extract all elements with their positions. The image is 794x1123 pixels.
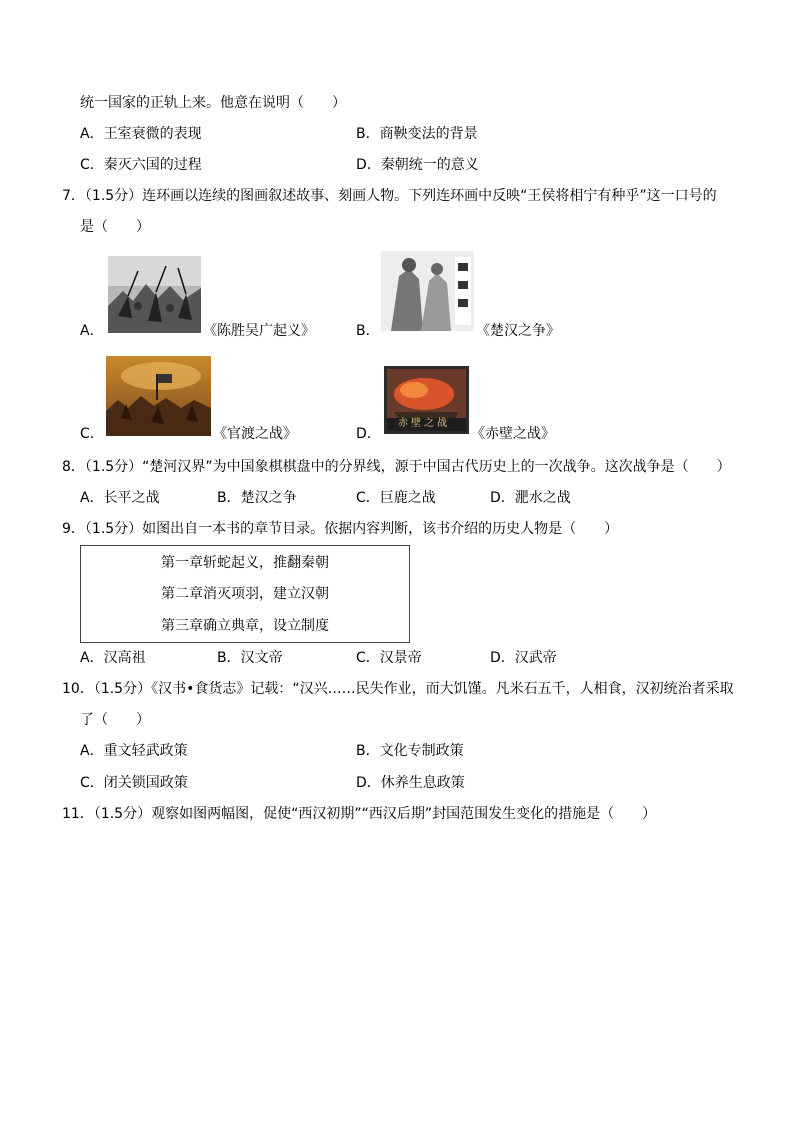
q9-option-a[interactable]: A．汉高祖 bbox=[80, 650, 146, 666]
question-7-text: 7．（1.5分）连环画以连续的图画叙述故事、刻画人物。下列连环画中反映“王侯将相宁有种乎”这一口号的 bbox=[62, 188, 717, 204]
q7-option-a-image[interactable] bbox=[108, 256, 201, 333]
q10-option-a[interactable]: A．重文轻武政策 bbox=[80, 743, 188, 759]
q7-option-d-caption: 《赤壁之战》 bbox=[471, 426, 555, 442]
q6-option-c[interactable]: C．秦灭六国的过程 bbox=[80, 157, 202, 173]
q10-option-c[interactable]: C．闭关锁国政策 bbox=[80, 775, 188, 791]
q8-option-d[interactable]: D．淝水之战 bbox=[490, 490, 571, 506]
q7-option-c-caption: 《官渡之战》 bbox=[213, 426, 297, 442]
q7-option-c-letter[interactable]: C． bbox=[80, 426, 104, 442]
q7-option-b-image[interactable] bbox=[381, 251, 474, 331]
q7-option-c-image[interactable] bbox=[106, 356, 211, 436]
q9-option-c[interactable]: C．汉景帝 bbox=[356, 650, 422, 666]
q10-option-d[interactable]: D．休养生息政策 bbox=[356, 775, 465, 791]
q7-option-d-image[interactable] bbox=[384, 366, 469, 434]
question-7-text-cont: 是（ ） bbox=[80, 219, 150, 235]
question-9-text: 9．（1.5分）如图出自一本书的章节目录。依据内容判断，该书介绍的历史人物是（ ） bbox=[62, 521, 619, 537]
q7-option-b-caption: 《楚汉之争》 bbox=[476, 323, 560, 339]
q6-option-a[interactable]: A．王室衰微的表现 bbox=[80, 126, 202, 142]
q7-option-d-letter[interactable]: D． bbox=[356, 426, 381, 442]
q9-option-d[interactable]: D．汉武帝 bbox=[490, 650, 557, 666]
q7-option-a-caption: 《陈胜吴广起义》 bbox=[203, 323, 315, 339]
q8-option-c[interactable]: C．巨鹿之战 bbox=[356, 490, 436, 506]
chapter-item: 第一章斩蛇起义，推翻秦朝 bbox=[161, 555, 329, 571]
q6-option-b[interactable]: B．商鞅变法的背景 bbox=[356, 126, 478, 142]
q7-option-b-letter[interactable]: B． bbox=[356, 323, 380, 339]
q8-option-b[interactable]: B．楚汉之争 bbox=[217, 490, 297, 506]
question-10-text-cont: 了（ ） bbox=[80, 712, 150, 728]
chapter-item: 第三章确立典章，设立制度 bbox=[161, 618, 329, 634]
q9-option-b[interactable]: B．汉文帝 bbox=[217, 650, 283, 666]
q7-option-a-letter[interactable]: A． bbox=[80, 323, 104, 339]
question-11-text: 11．（1.5分）观察如图两幅图，促使“西汉初期”“西汉后期”封国范围发生变化的措施是（ ） bbox=[62, 806, 657, 822]
chapter-item: 第二章消灭项羽，建立汉朝 bbox=[161, 586, 329, 602]
question-10-text: 10．（1.5分）《汉书•食货志》记载：“汉兴……民失作业，而大饥馑。凡米石五千，人相食，汉初统治者采取 bbox=[62, 681, 734, 697]
q7-option-d-image-title: 赤壁之战 bbox=[398, 418, 450, 429]
question-8-text: 8．（1.5分）“楚河汉界”为中国象棋棋盘中的分界线，源于中国古代历史上的一次战争。这次战争是（ ） bbox=[62, 459, 731, 475]
q8-option-a[interactable]: A．长平之战 bbox=[80, 490, 160, 506]
q10-option-b[interactable]: B．文化专制政策 bbox=[356, 743, 464, 759]
question-6-tail: 统一国家的正轨上来。他意在说明（ ） bbox=[80, 95, 346, 111]
q6-option-d[interactable]: D．秦朝统一的意义 bbox=[356, 157, 479, 173]
chapter-list-box bbox=[80, 545, 410, 643]
